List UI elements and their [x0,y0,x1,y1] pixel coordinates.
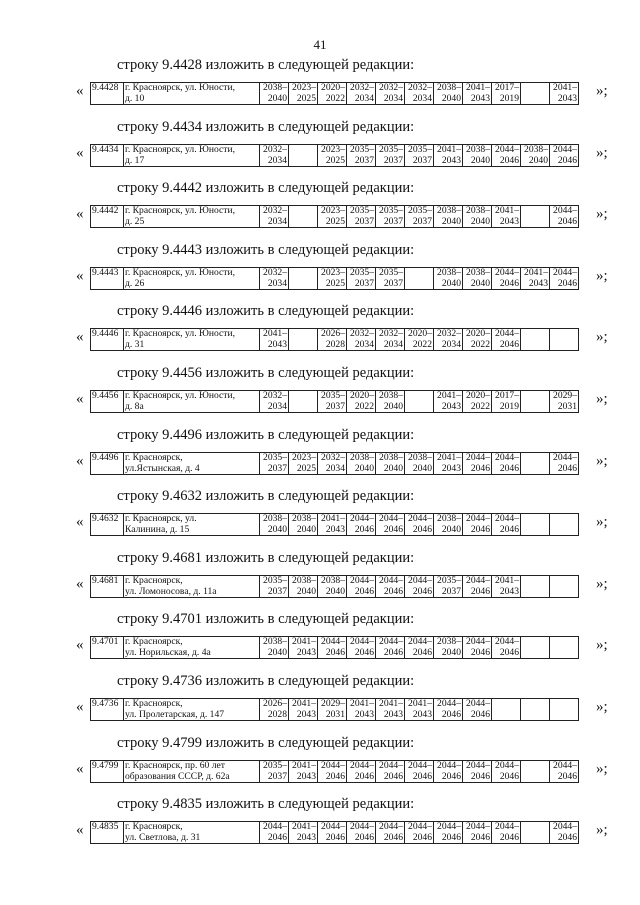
year-range-cell: 2044– 2046 [405,822,434,844]
amendment-table-row [90,390,579,413]
amendment-heading: строку 9.4446 изложить в следующей редакции: [117,303,415,319]
quote-open: « [76,145,84,161]
year-range-cell: 2044– 2046 [550,453,579,475]
year-range-cell: 2035– 2037 [376,145,405,167]
address-cell [124,699,260,721]
year-range-cell: 2023– 2025 [289,453,318,475]
year-range-cell [521,576,550,598]
year-range-cell: 2044– 2046 [260,822,289,844]
amendment-table-row [90,267,579,290]
year-range-cell: 2044– 2046 [463,637,492,659]
year-range-cell: 2020– 2022 [347,391,376,413]
year-range-cell: 2044– 2046 [492,761,521,783]
year-range-cell: 2032– 2034 [260,145,289,167]
address-line-2: ул.Ястынская, д. 4 [125,463,200,474]
year-range-cell: 2038– 2040 [260,83,289,105]
year-range-cell [521,391,550,413]
row-number: 9.4496 [91,453,124,475]
year-range-cell: 2044– 2046 [492,268,521,290]
year-range-cell: 2044– 2046 [550,268,579,290]
address-line-2: д. 31 [125,339,145,350]
row-number: 9.4442 [91,206,124,228]
year-range-cell: 2032– 2034 [318,453,347,475]
year-range-cell: 2035– 2037 [260,576,289,598]
year-range-cell: 2032– 2034 [405,83,434,105]
amendment-heading: строку 9.4496 изложить в следующей редакции: [117,427,415,443]
year-range-cell: 2032– 2034 [347,83,376,105]
year-range-cell: 2041– 2043 [289,637,318,659]
quote-close: »; [596,514,608,530]
address-cell [124,637,260,659]
year-range-cell: 2035– 2037 [318,391,347,413]
year-range-cell: 2038– 2040 [434,514,463,536]
row-number: 9.4681 [91,576,124,598]
page-number: 41 [313,37,327,52]
address-line-2: ул. Пролетарская, д. 147 [125,709,225,720]
year-range-cell: 2038– 2040 [463,206,492,228]
year-range-cell: 2035– 2037 [405,206,434,228]
quote-open: « [76,822,84,838]
address-line-1: г. Красноярск, ул. Юности, [125,268,236,278]
quote-close: »; [596,822,608,838]
year-range-cell: 2044– 2046 [492,514,521,536]
address-line-1: г. Красноярск, [125,576,183,586]
year-range-cell: 2044– 2046 [347,514,376,536]
address-line-1: г. Красноярск, ул. [125,514,197,524]
amendment-heading: строку 9.4456 изложить в следующей редакции: [117,365,415,381]
quote-open: « [76,206,84,222]
address-line-2: ул. Ломоносова, д. 11а [125,586,217,597]
amendment-heading: строку 9.4632 изложить в следующей редакции: [117,488,415,504]
row-number: 9.4428 [91,83,124,105]
address-cell [124,391,260,413]
year-range-cell: 2044– 2046 [405,761,434,783]
amendment-table-row [90,452,579,475]
year-range-cell [289,206,318,228]
year-range-cell: 2044– 2046 [376,761,405,783]
year-range-cell [492,699,521,721]
address-line-2: д. 25 [125,216,145,227]
row-number: 9.4701 [91,637,124,659]
year-range-cell: 2041– 2043 [521,268,550,290]
year-range-cell [550,576,579,598]
year-range-cell: 2044– 2046 [318,822,347,844]
year-range-cell: 2023– 2025 [318,206,347,228]
year-range-cell: 2038– 2040 [434,206,463,228]
year-range-cell: 2020– 2022 [405,329,434,351]
year-range-cell [289,145,318,167]
year-range-cell: 2023– 2025 [289,83,318,105]
amendment-table-row [90,636,579,659]
year-range-cell: 2041– 2043 [492,576,521,598]
year-range-cell [521,761,550,783]
amendment-table-row [90,82,579,105]
quote-close: »; [596,145,608,161]
year-range-cell [521,206,550,228]
amendment-heading: строку 9.4434 изложить в следующей редакции: [117,119,415,135]
year-range-cell: 2038– 2040 [289,514,318,536]
amendment-table-row [90,205,579,228]
year-range-cell: 2041– 2043 [492,206,521,228]
year-range-cell [521,637,550,659]
amendment-table-row [90,698,579,721]
quote-open: « [76,268,84,284]
address-line-1: г. Красноярск, ул. Юности, [125,329,236,339]
quote-open: « [76,637,84,653]
year-range-cell: 2038– 2040 [289,576,318,598]
year-range-cell [289,268,318,290]
year-range-cell: 2044– 2046 [434,822,463,844]
year-range-cell: 2044– 2046 [376,514,405,536]
year-range-cell: 2044– 2046 [434,761,463,783]
quote-open: « [76,391,84,407]
year-range-cell [521,83,550,105]
year-range-cell [550,514,579,536]
year-range-cell: 2044– 2046 [492,822,521,844]
address-line-2: д. 10 [125,93,145,104]
year-range-cell: 2044– 2046 [463,576,492,598]
year-range-cell: 2017– 2019 [492,83,521,105]
year-range-cell: 2029– 2031 [550,391,579,413]
amendment-heading: строку 9.4799 изложить в следующей редакции: [117,735,415,751]
year-range-cell: 2044– 2046 [492,453,521,475]
address-cell [124,145,260,167]
row-number: 9.4443 [91,268,124,290]
year-range-cell [405,391,434,413]
quote-close: »; [596,576,608,592]
quote-open: « [76,453,84,469]
year-range-cell: 2041– 2043 [434,391,463,413]
year-range-cell [521,453,550,475]
quote-close: »; [596,268,608,284]
year-range-cell: 2044– 2046 [550,761,579,783]
year-range-cell: 2044– 2046 [550,822,579,844]
address-line-1: г. Красноярск, ул. Юности, [125,145,236,155]
quote-close: »; [596,83,608,99]
year-range-cell: 2038– 2040 [463,268,492,290]
address-line-1: г. Красноярск, [125,822,183,832]
year-range-cell: 2038– 2040 [347,453,376,475]
address-cell [124,206,260,228]
year-range-cell: 2035– 2037 [434,576,463,598]
year-range-cell [550,329,579,351]
year-range-cell: 2044– 2046 [463,699,492,721]
row-number: 9.4456 [91,391,124,413]
year-range-cell: 2044– 2046 [463,761,492,783]
year-range-cell [521,822,550,844]
year-range-cell: 2038– 2040 [260,637,289,659]
year-range-cell [289,329,318,351]
quote-open: « [76,329,84,345]
year-range-cell: 2035– 2037 [376,268,405,290]
address-cell [124,268,260,290]
amendment-table-row [90,821,579,844]
year-range-cell: 2044– 2046 [318,761,347,783]
year-range-cell: 2044– 2046 [492,329,521,351]
quote-close: »; [596,699,608,715]
amendment-heading: строку 9.4835 изложить в следующей редакции: [117,796,415,812]
amendment-heading: строку 9.4701 изложить в следующей редакции: [117,611,415,627]
year-range-cell: 2044– 2046 [492,637,521,659]
year-range-cell: 2041– 2043 [318,514,347,536]
quote-close: »; [596,391,608,407]
year-range-cell: 2032– 2034 [260,391,289,413]
year-range-cell [550,699,579,721]
year-range-cell: 2038– 2040 [434,637,463,659]
quote-close: »; [596,206,608,222]
row-number: 9.4835 [91,822,124,844]
year-range-cell: 2044– 2046 [318,637,347,659]
year-range-cell: 2044– 2046 [405,576,434,598]
year-range-cell: 2041– 2043 [289,699,318,721]
address-line-1: г. Красноярск, ул. Юности, [125,391,236,401]
year-range-cell: 2041– 2043 [550,83,579,105]
amendment-heading: строку 9.4442 изложить в следующей редакции: [117,180,415,196]
address-line-1: г. Красноярск, пр. 60 лет [125,761,225,771]
year-range-cell: 2038– 2040 [434,83,463,105]
year-range-cell: 2032– 2034 [434,329,463,351]
year-range-cell: 2038– 2040 [463,145,492,167]
quote-close: »; [596,637,608,653]
amendment-table-row [90,328,579,351]
year-range-cell: 2044– 2046 [405,514,434,536]
year-range-cell: 2035– 2037 [347,145,376,167]
year-range-cell: 2044– 2046 [376,637,405,659]
year-range-cell: 2044– 2046 [347,637,376,659]
address-line-1: г. Красноярск, ул. Юности, [125,83,236,93]
year-range-cell: 2041– 2043 [260,329,289,351]
address-line-1: г. Красноярск, [125,453,183,463]
year-range-cell: 2029– 2031 [318,699,347,721]
address-line-2: д. 17 [125,155,145,166]
address-line-2: д. 26 [125,278,145,289]
address-cell [124,453,260,475]
year-range-cell [521,699,550,721]
year-range-cell: 2032– 2034 [376,83,405,105]
year-range-cell: 2026– 2028 [260,699,289,721]
year-range-cell: 2023– 2025 [318,268,347,290]
year-range-cell [550,637,579,659]
quote-close: »; [596,329,608,345]
quote-open: « [76,83,84,99]
quote-open: « [76,761,84,777]
address-line-1: г. Красноярск, [125,637,183,647]
amendment-heading: строку 9.4428 изложить в следующей редакции: [117,57,415,73]
address-line-2: ул. Норильская, д. 4а [125,647,211,658]
year-range-cell: 2035– 2037 [347,206,376,228]
year-range-cell: 2044– 2046 [376,576,405,598]
year-range-cell: 2044– 2046 [347,822,376,844]
year-range-cell: 2026– 2028 [318,329,347,351]
row-number: 9.4434 [91,145,124,167]
year-range-cell: 2041– 2043 [434,145,463,167]
quote-open: « [76,699,84,715]
year-range-cell: 2038– 2040 [434,268,463,290]
year-range-cell: 2044– 2046 [376,822,405,844]
amendment-table-row [90,575,579,598]
address-cell [124,83,260,105]
address-line-1: г. Красноярск, [125,699,183,709]
address-line-2: образования СССР, д. 62а [125,771,230,782]
year-range-cell: 2038– 2040 [318,576,347,598]
year-range-cell: 2041– 2043 [434,453,463,475]
year-range-cell: 2038– 2040 [376,453,405,475]
year-range-cell: 2035– 2037 [260,453,289,475]
row-number: 9.4632 [91,514,124,536]
year-range-cell: 2044– 2046 [434,699,463,721]
address-line-2: д. 8а [125,401,144,412]
year-range-cell: 2038– 2040 [405,453,434,475]
year-range-cell: 2032– 2034 [347,329,376,351]
year-range-cell: 2044– 2046 [405,637,434,659]
year-range-cell [521,329,550,351]
year-range-cell: 2044– 2046 [492,145,521,167]
year-range-cell: 2038– 2040 [376,391,405,413]
amendment-heading: строку 9.4736 изложить в следующей редакции: [117,673,415,689]
quote-close: »; [596,453,608,469]
quote-close: »; [596,761,608,777]
year-range-cell: 2035– 2037 [376,206,405,228]
year-range-cell: 2032– 2034 [260,206,289,228]
year-range-cell [521,514,550,536]
amendment-table-row [90,144,579,167]
address-line-1: г. Красноярск, ул. Юности, [125,206,236,216]
year-range-cell: 2020– 2022 [463,391,492,413]
year-range-cell: 2044– 2046 [347,576,376,598]
address-cell [124,761,260,783]
year-range-cell: 2038– 2040 [521,145,550,167]
year-range-cell: 2044– 2046 [347,761,376,783]
row-number: 9.4799 [91,761,124,783]
year-range-cell: 2041– 2043 [463,83,492,105]
year-range-cell: 2038– 2040 [260,514,289,536]
amendment-heading: строку 9.4443 изложить в следующей редакции: [117,242,415,258]
year-range-cell: 2017– 2019 [492,391,521,413]
year-range-cell: 2041– 2043 [289,822,318,844]
year-range-cell: 2041– 2043 [289,761,318,783]
address-cell [124,329,260,351]
year-range-cell: 2041– 2043 [405,699,434,721]
quote-open: « [76,576,84,592]
year-range-cell: 2044– 2046 [550,206,579,228]
row-number: 9.4446 [91,329,124,351]
address-cell [124,822,260,844]
address-line-2: ул. Светлова, д. 31 [125,832,201,843]
amendment-heading: строку 9.4681 изложить в следующей редакции: [117,550,415,566]
year-range-cell: 2035– 2037 [347,268,376,290]
year-range-cell: 2020– 2022 [318,83,347,105]
year-range-cell: 2035– 2037 [405,145,434,167]
amendment-table-row [90,760,579,783]
year-range-cell: 2041– 2043 [347,699,376,721]
year-range-cell [405,268,434,290]
year-range-cell: 2044– 2046 [463,453,492,475]
address-cell [124,514,260,536]
year-range-cell: 2020– 2022 [463,329,492,351]
year-range-cell: 2035– 2037 [260,761,289,783]
year-range-cell [289,391,318,413]
year-range-cell: 2032– 2034 [376,329,405,351]
quote-open: « [76,514,84,530]
row-number: 9.4736 [91,699,124,721]
year-range-cell: 2044– 2046 [463,514,492,536]
address-line-2: Калинина, д. 15 [125,524,190,535]
year-range-cell: 2023– 2025 [318,145,347,167]
amendment-table-row [90,513,579,536]
year-range-cell: 2032– 2034 [260,268,289,290]
address-cell [124,576,260,598]
year-range-cell: 2041– 2043 [376,699,405,721]
year-range-cell: 2044– 2046 [550,145,579,167]
year-range-cell: 2044– 2046 [463,822,492,844]
